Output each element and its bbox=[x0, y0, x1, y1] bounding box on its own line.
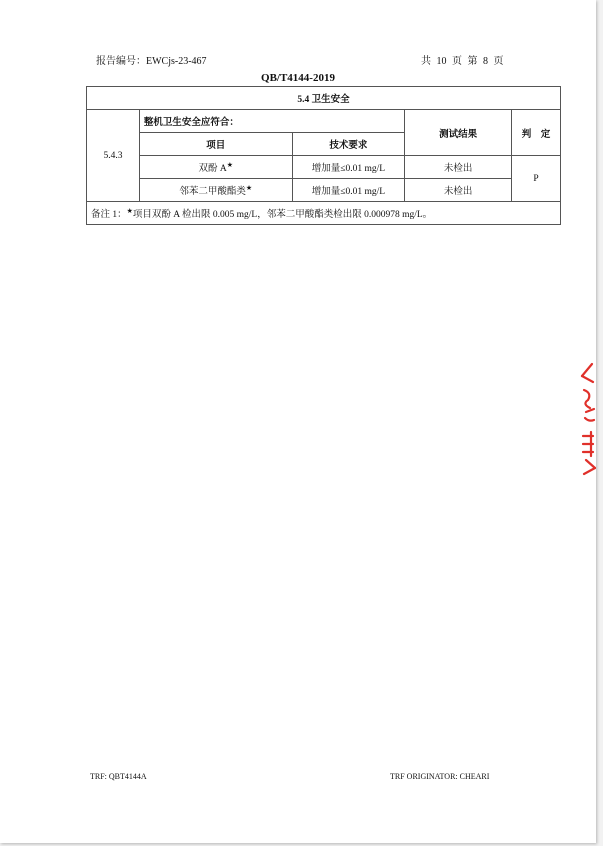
star-mark: ★ bbox=[245, 183, 253, 192]
red-seal-stamp bbox=[574, 360, 596, 476]
item-cell bbox=[139, 156, 292, 179]
table-row bbox=[87, 156, 561, 179]
result-cell: 未检出 bbox=[405, 179, 512, 202]
item-column-header: 项目 bbox=[139, 133, 292, 156]
note-text: 项目双酚 A 检出限 0.005 mg/L，邻苯二甲酸酯类检出限 0.000978 mg/L。 bbox=[132, 210, 433, 220]
verdict-column-header: 判 定 bbox=[512, 110, 561, 156]
footer-trf: TRF: QBT4144A bbox=[90, 772, 147, 781]
table-note bbox=[87, 202, 561, 225]
requirement-cell: 增加量≤0.01 mg/L bbox=[292, 179, 405, 202]
verdict-cell: P bbox=[512, 156, 561, 202]
requirement-column-header: 技术要求 bbox=[292, 133, 405, 156]
star-mark: ★ bbox=[226, 160, 233, 169]
footer-originator: TRF ORIGINATOR: CHEARI bbox=[390, 772, 490, 781]
result-cell: 未检出 bbox=[405, 156, 512, 179]
note-prefix: 备注 1： bbox=[91, 210, 127, 220]
item-name: 双酚 A bbox=[198, 164, 227, 174]
note-star-mark: ★ bbox=[126, 206, 133, 215]
clause-number: 5.4.3 bbox=[87, 110, 140, 202]
requirement-cell: 增加量≤0.01 mg/L bbox=[292, 156, 405, 179]
report-number: 报告编号：EWCjs-23-467 bbox=[96, 56, 207, 67]
table-row bbox=[87, 179, 561, 202]
requirement-heading: 整机卫生安全应符合： bbox=[139, 110, 404, 133]
result-column-header: 测试结果 bbox=[405, 110, 512, 156]
test-result-table bbox=[86, 86, 561, 225]
page-info: 共 10 页 第 8 页 bbox=[421, 56, 504, 67]
section-title: 5.4 卫生安全 bbox=[87, 87, 561, 110]
item-name: 邻苯二甲酸酯类 bbox=[179, 187, 246, 197]
item-cell bbox=[139, 179, 292, 202]
standard-title: QB/T4144-2019 bbox=[261, 72, 335, 84]
